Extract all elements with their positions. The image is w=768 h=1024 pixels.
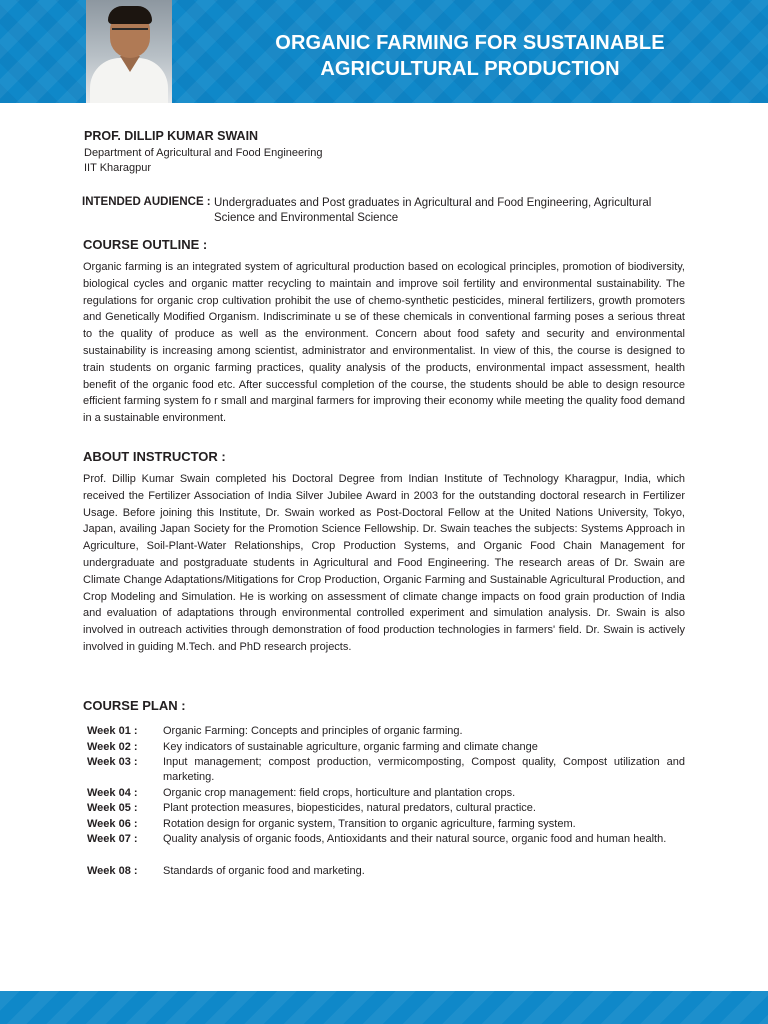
- week-topic: Standards of organic food and marketing.: [163, 865, 365, 877]
- footer-banner: [0, 991, 768, 1024]
- week-topic: Key indicators of sustainable agriculture, organic farming and climate change: [163, 741, 538, 753]
- course-title-line1: ORGANIC FARMING FOR SUSTAINABLE: [275, 32, 665, 54]
- course-title-line2: AGRICULTURAL PRODUCTION: [320, 58, 620, 80]
- about-instructor-heading: ABOUT INSTRUCTOR :: [83, 449, 226, 464]
- instructor-department: Department of Agricultural and Food Engineering: [84, 147, 323, 159]
- course-title: [240, 30, 700, 82]
- instructor-institute: IIT Kharagpur: [84, 162, 152, 174]
- course-outline-text: Organic farming is an integrated system of agricultural production based on ecological principles, promotion of biodiversity, biological cycles and organic matter recycling to maintain and improve soil fertility and environmental sustainability. The regulations for organic crop cultivation prohibit the use of chemo-synthetic pesticides, mineral fertilizers, growth promoters and Genetically Modified Organism. Indiscriminate u se of these chemicals in conventional farming poses a serious threat to the quality of produce as well as the environment. Concern about food safety and security and environmental sustainability is increasing among scientist, administrator and environmentalist. In view of this, the course is designed to train students on organic farming practices, quality analysis of the products, environmental impact assessment, health benefit of the organic food etc. After successful completion of the course, the students should be able to design resource efficient farming system fo r small and marginal farmers for improving their economy while meeting the quality food demand in a sustainable environment.: [83, 261, 685, 425]
- week-topic: Input management; compost production, vermicomposting, Compost quality, Compost utilization and marketing.: [163, 756, 685, 784]
- intended-audience-text: Undergraduates and Post graduates in Agricultural and Food Engineering, Agricultural Science and Environmental Science: [214, 197, 652, 224]
- week-label: Week 02 :: [87, 741, 138, 753]
- instructor-photo: [86, 0, 172, 103]
- week-label: Week 04 :: [87, 787, 138, 799]
- week-label: Week 06 :: [87, 818, 138, 830]
- about-instructor-text: Prof. Dillip Kumar Swain completed his Doctoral Degree from Indian Institute of Technology Kharagpur, India, which received the Fertilizer Association of India Silver Jubilee Award in 2003 for the outstanding doctoral research in Fertilizer Usage. Before joining this Institute, Dr. Swain worked as Post-Doctoral Fellow at the United Nations University, Tokyo, Japan, availing Japan Society for the Promotion Science Fellowship. Dr. Swain teaches the subjects: Systems Approach in Agriculture, Soil-Plant-Water Relationships, Crop Production Systems, and Organic Food Chain Management for undergraduate and postgraduate students in Agricultural and Food Engineering. The research areas of Dr. Swain are Climate Change Adaptations/Mitigations for Crop Production, Organic Farming and Sustainable Agricultural Production, and Crop Modeling and Simulation. He is working on assessment of climate change impacts on food grain production of India and evaluation of adaptations through environmental controlled experiment and simulation analysis. Dr. Swain is also involved in outreach activities through demonstration of food production technologies in farmers' field. Dr. Swain is actively involved in guiding M.Tech. and PhD research projects.: [83, 473, 685, 653]
- intended-audience-label: INTENDED AUDIENCE :: [82, 196, 211, 208]
- week-label: Week 07 :: [87, 833, 138, 845]
- week-label: Week 01 :: [87, 725, 138, 737]
- header-banner: [0, 0, 768, 103]
- week-label: Week 05 :: [87, 802, 138, 814]
- week-topic: Quality analysis of organic foods, Antioxidants and their natural source, organic food and human health.: [163, 833, 667, 845]
- week-topic: Organic Farming: Concepts and principles of organic farming.: [163, 725, 463, 737]
- week-topic: Rotation design for organic system, Transition to organic agriculture, farming system.: [163, 818, 576, 830]
- course-outline-heading: COURSE OUTLINE :: [83, 237, 208, 252]
- week-label: Week 03 :: [87, 756, 138, 768]
- week-topic: Organic crop management: field crops, horticulture and plantation crops.: [163, 787, 516, 799]
- week-topic: Plant protection measures, biopesticides, natural predators, cultural practice.: [163, 802, 536, 814]
- course-plan-heading: COURSE PLAN :: [83, 698, 186, 713]
- instructor-name: PROF. DILLIP KUMAR SWAIN: [84, 129, 259, 143]
- week-label: Week 08 :: [87, 865, 138, 877]
